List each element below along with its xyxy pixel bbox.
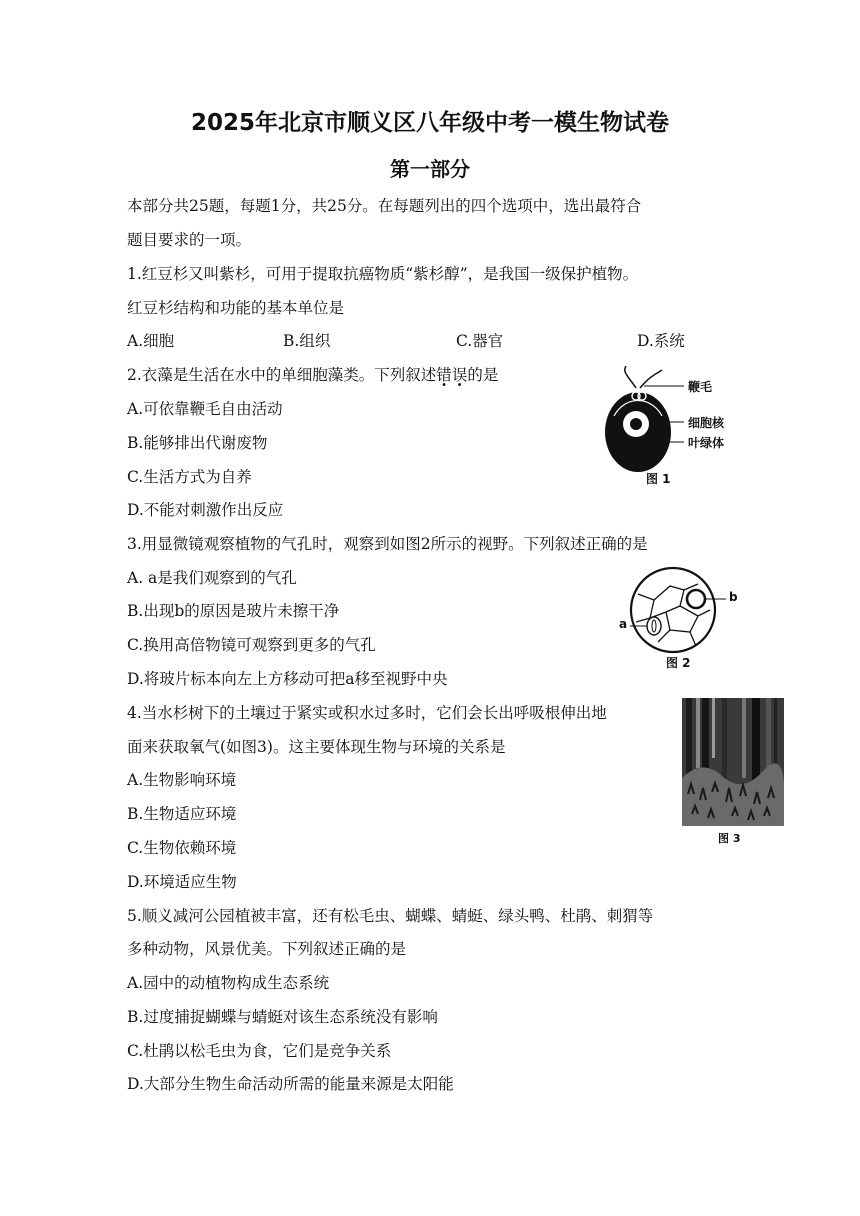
section-title: 第一部分 [390,157,470,181]
q5-stem-line-2: 多种动物，风景优美。下列叙述正确的是 [127,940,407,958]
figure-1-chlamydomonas [600,366,750,490]
q3-option-b: B.出现b的原因是玻片未擦干净 [127,602,340,620]
figure-3-photo [682,698,784,848]
q5-option-d: D.大部分生物生命活动所需的能量来源是太阳能 [127,1075,454,1093]
q3-stem: 3.用显微镜观察植物的气孔时，观察到如图2所示的视野。下列叙述正确的是 [127,535,648,553]
q1-stem-line-1: 1.红豆杉又叫紫杉，可用于提取抗癌物质“紫杉醇”，是我国一级保护植物。 [127,265,639,283]
q3-option-d: D.将玻片标本向左上方移动可把a移至视野中央 [127,670,448,688]
fig1-label-flagellum: 鞭毛 [688,380,713,394]
q4-option-c: C.生物依赖环境 [127,839,237,857]
q4-option-d: D.环境适应生物 [127,873,237,891]
q3-option-a: A. a是我们观察到的气孔 [127,569,297,587]
q2-stem-post: 的是 [467,366,499,384]
q1-option-c: C.器官 [456,332,504,350]
fig1-label-chloroplast: 叶绿体 [688,436,725,450]
q1-option-a: A.细胞 [127,332,175,350]
q1-option-b: B.组织 [283,332,331,350]
figure-2-microscope-view [618,566,748,674]
fig2-caption: 图 2 [666,656,691,670]
q4-stem-line-1: 4.当水杉树下的土壤过于紧实或积水过多时，它们会长出呼吸根伸出地 [127,704,607,722]
q2-stem-pre: 2.衣藻是生活在水中的单细胞藻类。下列叙述 [127,366,437,384]
fig2-label-a: a [619,617,628,631]
chlamydomonas-diagram [600,366,750,490]
fig1-caption: 图 1 [646,472,671,486]
q5-stem-line-1: 5.顺义减河公园植被丰富，还有松毛虫、蝴蝶、蜻蜓、绿头鸭、杜鹃、刺猬等 [127,907,654,925]
q1-stem-line-2: 红豆杉结构和功能的基本单位是 [127,299,345,317]
intro-line-2: 题目要求的一项。 [127,231,252,249]
q4-option-b: B.生物适应环境 [127,805,237,823]
fig3-caption: 图 3 [718,832,741,845]
q5-option-c: C.杜鹃以松毛虫为食，它们是竞争关系 [127,1042,392,1060]
q1-option-d: D.系统 [637,332,685,350]
intro-line-1: 本部分共25题，每题1分，共25分。在每题列出的四个选项中，选出最符合 [127,197,642,215]
q2-option-a: A.可依靠鞭毛自由活动 [127,400,283,418]
fig1-label-nucleus: 细胞核 [688,416,725,430]
fig2-label-b: b [729,590,738,604]
q5-option-b: B.过度捕捉蝴蝶与蜻蜓对该生态系统没有影响 [127,1008,438,1026]
q2-stem [127,365,498,385]
q2-option-c: C.生活方式为自养 [127,468,252,486]
exam-title: 2025年北京市顺义区八年级中考一模生物试卷 [190,110,669,136]
q2-option-b: B.能够排出代谢废物 [127,434,268,452]
q2-stem-emphasis-1: 错 [436,366,452,384]
q3-option-c: C.换用高倍物镜可观察到更多的气孔 [127,636,376,654]
q4-option-a: A.生物影响环境 [127,771,237,789]
q5-option-a: A.园中的动植物构成生态系统 [127,974,330,992]
q2-stem-emphasis-2: 误 [451,366,468,384]
q4-stem-line-2: 面来获取氧气(如图3)。这主要体现生物与环境的关系是 [127,738,506,756]
q2-option-d: D.不能对刺激作出反应 [127,501,284,519]
pneumatophore-photo [682,698,784,826]
